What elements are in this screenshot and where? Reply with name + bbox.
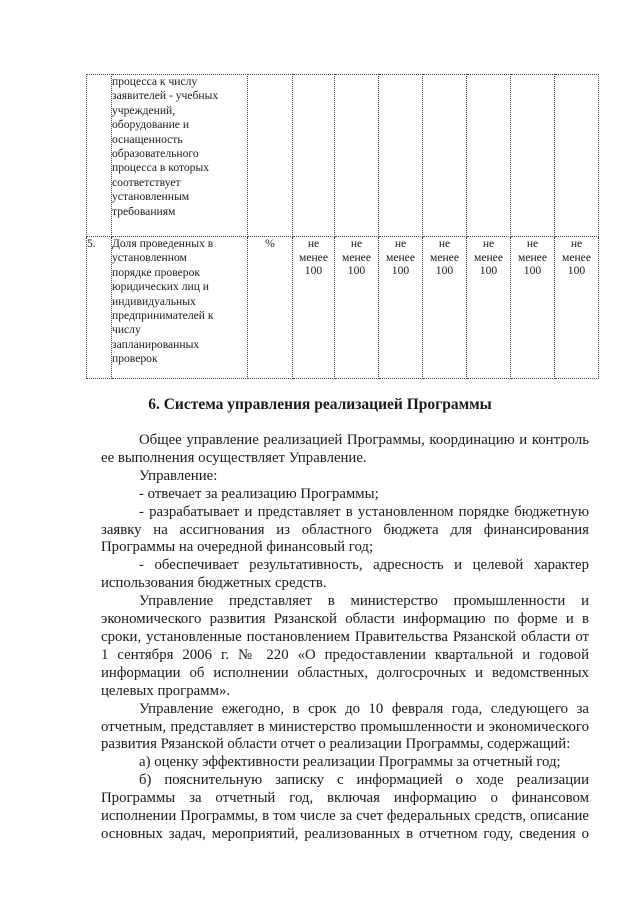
paragraph: - отвечает за реализацию Программы; <box>139 485 379 502</box>
indicator-name-line: запланированных <box>112 337 200 351</box>
target-value-cell: не менее 100 <box>293 237 335 379</box>
indicator-name-line: процесса к числу <box>112 75 198 88</box>
table-cell <box>293 75 335 237</box>
paragraph: - разрабатывает и представляет в установленном порядке бюджетную заявку на ассигнования из областного бюджета для финансирования Программы на очередной финансовый год; <box>101 503 589 556</box>
table-cell <box>379 75 423 237</box>
indicator-name-line: процесса в которых <box>112 161 210 175</box>
table-cell <box>467 75 511 237</box>
row-number: 5. <box>87 237 112 379</box>
section-body <box>101 432 589 844</box>
indicator-name-line: оснащенность <box>112 132 183 146</box>
target-value-cell: не менее 100 <box>335 237 379 379</box>
indicator-name-line: индивидуальных <box>112 294 196 308</box>
table-cell <box>335 75 379 237</box>
unit-cell: % <box>248 237 293 379</box>
indicator-name-line: соответствует <box>112 175 181 189</box>
indicator-name-line: учреждений, <box>112 103 176 117</box>
table-cell <box>248 75 293 237</box>
indicator-name-cell <box>112 75 248 237</box>
table-cell <box>511 75 555 237</box>
target-value-cell: не менее 100 <box>511 237 555 379</box>
indicator-name-line: порядке проверок <box>112 265 200 279</box>
table-row <box>87 75 599 237</box>
indicator-name-line: образовательного <box>112 147 199 161</box>
paragraph: - обеспечивает результативность, адресность и целевой характер использования бюджетных средств. <box>101 557 589 592</box>
indicator-name-line: требованиям <box>112 204 176 218</box>
indicator-name-line: числу <box>112 323 141 337</box>
indicator-name-line: проверок <box>112 352 158 366</box>
paragraph: а) оценку эффективности реализации Программы за отчетный год; <box>139 754 561 771</box>
indicators-table <box>86 74 599 379</box>
target-value-cell: не менее 100 <box>423 237 467 379</box>
indicator-name-line: оборудование и <box>112 118 190 132</box>
table-cell <box>555 75 599 237</box>
paragraph: б) пояснительную записку с информацией о ходе реализации Программы за отчетный год, включая информацию о финансовом исполнении Программы, в том числе за счет федеральных средств, описание основных задач, мероприятий, реализованных в отчетном году, сведения о <box>101 772 589 842</box>
table-cell <box>423 75 467 237</box>
target-value-cell: не менее 100 <box>555 237 599 379</box>
indicator-name-line: заявителей - учебных <box>112 89 219 103</box>
indicator-name-line: предпринимателей к <box>112 309 214 323</box>
paragraph: Общее управление реализацией Программы, координацию и контроль ее выполнения осуществляет Управление. <box>101 432 589 466</box>
indicator-name-line: установленным <box>112 190 190 204</box>
table-row <box>87 237 599 379</box>
target-value-cell: не менее 100 <box>467 237 511 379</box>
indicator-name-cell <box>112 237 248 379</box>
section-title: 6. Система управления реализацией Программы <box>148 396 492 413</box>
paragraph: Управление ежегодно, в срок до 10 февраля года, следующего за отчетным, представляет в министерство промышленности и экономического развития Рязанской области отчет о реализации Программы, содержащий: <box>101 700 589 753</box>
indicator-name-line: установленном <box>112 251 187 265</box>
indicator-name-line: Доля проведенных в <box>112 237 214 250</box>
indicator-name-line: юридических лиц и <box>112 280 210 294</box>
paragraph: Управление представляет в министерство промышленности и экономического развития Рязанской области информацию по форме и в сроки, установленные постановлением Правительства Рязанской области от 1 сентября 2006 г. № 220 «О предоставлении квартальной и годовой информации об исполнении областных, долгосрочных и ведомственных целевых программ». <box>101 593 589 699</box>
paragraph: Управление: <box>139 467 218 484</box>
table-cell <box>87 75 112 237</box>
target-value-cell: не менее 100 <box>379 237 423 379</box>
